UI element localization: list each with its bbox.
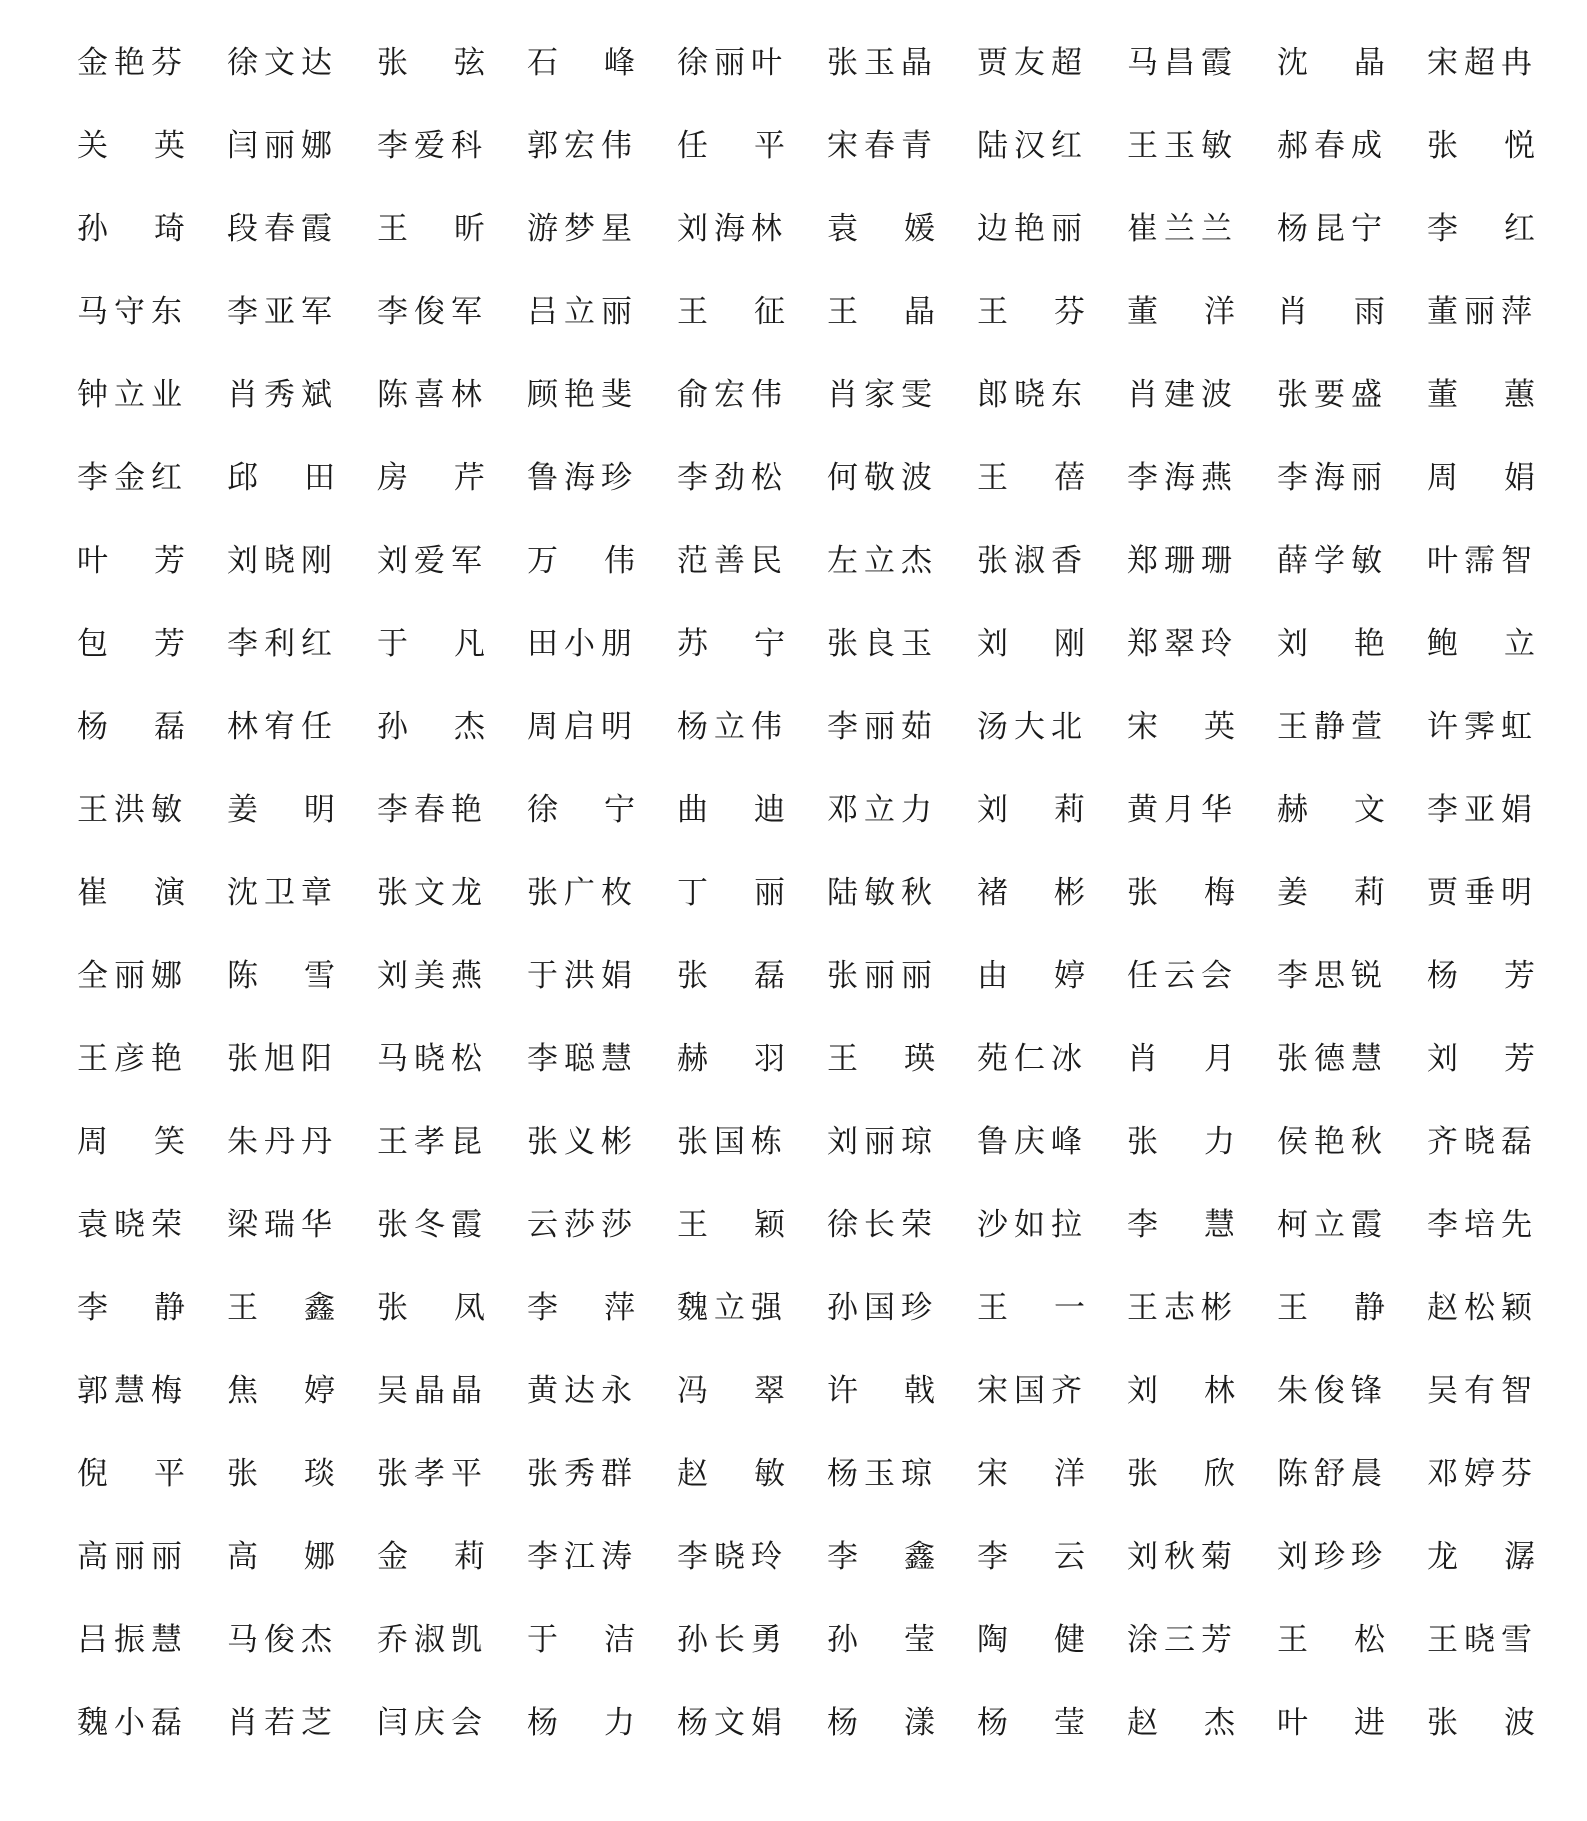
name-cell: 朱丹丹 [227, 1124, 338, 1160]
name-cell: 黄月华 [1127, 792, 1238, 828]
name-cell: 杨 芳 [1427, 958, 1535, 994]
name-cell: 刘爱军 [377, 543, 488, 579]
name-cell: 张冬霞 [377, 1207, 488, 1243]
name-cell: 闫丽娜 [227, 128, 338, 164]
name-cell: 肖建波 [1127, 377, 1238, 413]
name-cell: 边艳丽 [977, 211, 1088, 247]
name-cell: 郝春成 [1277, 128, 1388, 164]
name-cell: 张 凤 [377, 1290, 485, 1326]
name-cell: 王 芬 [977, 294, 1085, 330]
name-cell: 包 芳 [77, 626, 185, 662]
name-cell: 张 力 [1127, 1124, 1235, 1160]
name-cell: 涂三芳 [1127, 1622, 1238, 1658]
name-cell: 马晓松 [377, 1041, 488, 1077]
name-cell: 叶霈智 [1427, 543, 1538, 579]
name-cell: 贾友超 [977, 45, 1088, 81]
name-cell: 杨昆宁 [1277, 211, 1388, 247]
name-cell: 姜 莉 [1277, 875, 1385, 911]
name-cell: 于 洁 [527, 1622, 635, 1658]
name-cell: 苏 宁 [677, 626, 785, 662]
name-cell: 梁瑞华 [227, 1207, 338, 1243]
name-cell: 张丽丽 [827, 958, 938, 994]
name-cell: 刘秋菊 [1127, 1539, 1238, 1575]
name-cell: 刘丽琼 [827, 1124, 938, 1160]
name-cell: 齐晓磊 [1427, 1124, 1538, 1160]
name-cell: 许 戟 [827, 1373, 935, 1409]
name-cell: 宋国齐 [977, 1373, 1088, 1409]
name-cell: 柯立霞 [1277, 1207, 1388, 1243]
name-cell: 乔淑凯 [377, 1622, 488, 1658]
name-cell: 李劲松 [677, 460, 788, 496]
name-cell: 由 婷 [977, 958, 1085, 994]
name-cell: 许霁虹 [1427, 709, 1538, 745]
name-cell: 王志彬 [1127, 1290, 1238, 1326]
name-cell: 焦 婷 [227, 1373, 335, 1409]
name-cell: 徐文达 [227, 45, 338, 81]
name-cell: 张孝平 [377, 1456, 488, 1492]
name-cell: 郭慧梅 [77, 1373, 188, 1409]
name-cell: 董丽萍 [1427, 294, 1538, 330]
name-cell: 周 娟 [1427, 460, 1535, 496]
name-cell: 刘美燕 [377, 958, 488, 994]
name-cell: 孙 琦 [77, 211, 185, 247]
name-cell: 徐长荣 [827, 1207, 938, 1243]
name-cell: 刘 莉 [977, 792, 1085, 828]
name-cell: 李爱科 [377, 128, 488, 164]
name-cell: 叶 进 [1277, 1705, 1385, 1741]
name-cell: 刘 艳 [1277, 626, 1385, 662]
name-cell: 赵 敏 [677, 1456, 785, 1492]
name-cell: 汤大北 [977, 709, 1088, 745]
name-cell: 张广枚 [527, 875, 638, 911]
name-cell: 段春霞 [227, 211, 338, 247]
name-cell: 杨 莹 [977, 1705, 1085, 1741]
name-cell: 李 慧 [1127, 1207, 1235, 1243]
name-cell: 宋 英 [1127, 709, 1235, 745]
name-cell: 刘 刚 [977, 626, 1085, 662]
name-cell: 于洪娟 [527, 958, 638, 994]
name-cell: 赵松颖 [1427, 1290, 1538, 1326]
name-cell: 李 云 [977, 1539, 1085, 1575]
name-cell: 杨 力 [527, 1705, 635, 1741]
name-cell: 李 静 [77, 1290, 185, 1326]
name-cell: 朱俊锋 [1277, 1373, 1388, 1409]
name-cell: 鲁庆峰 [977, 1124, 1088, 1160]
name-cell: 田小朋 [527, 626, 638, 662]
name-cell: 杨文娟 [677, 1705, 788, 1741]
name-cell: 褚 彬 [977, 875, 1085, 911]
name-cell: 周启明 [527, 709, 638, 745]
name-cell: 陈喜林 [377, 377, 488, 413]
name-cell: 刘晓刚 [227, 543, 338, 579]
name-cell: 董 洋 [1127, 294, 1235, 330]
name-cell: 林宥任 [227, 709, 338, 745]
name-cell: 杨 磊 [77, 709, 185, 745]
name-cell: 陆敏秋 [827, 875, 938, 911]
name-cell: 王 一 [977, 1290, 1085, 1326]
name-cell: 金艳芬 [77, 45, 188, 81]
name-cell: 王洪敏 [77, 792, 188, 828]
name-cell: 张 弦 [377, 45, 485, 81]
name-cell: 陶 健 [977, 1622, 1085, 1658]
name-cell: 任 平 [677, 128, 785, 164]
name-cell: 俞宏伟 [677, 377, 788, 413]
name-cell: 侯艳秋 [1277, 1124, 1388, 1160]
name-cell: 李海燕 [1127, 460, 1238, 496]
name-cell: 冯 翠 [677, 1373, 785, 1409]
name-cell: 李思锐 [1277, 958, 1388, 994]
name-cell: 曲 迪 [677, 792, 785, 828]
name-cell: 肖家雯 [827, 377, 938, 413]
name-cell: 陈舒晨 [1277, 1456, 1388, 1492]
name-cell: 游梦星 [527, 211, 638, 247]
name-cell: 徐丽叶 [677, 45, 788, 81]
name-cell: 郎晓东 [977, 377, 1088, 413]
name-cell: 高 娜 [227, 1539, 335, 1575]
name-cell: 刘珍珍 [1277, 1539, 1388, 1575]
name-cell: 王彦艳 [77, 1041, 188, 1077]
name-cell: 肖秀斌 [227, 377, 338, 413]
name-cell: 鲍 立 [1427, 626, 1535, 662]
name-cell: 叶 芳 [77, 543, 185, 579]
name-cell: 龙 潺 [1427, 1539, 1535, 1575]
name-cell: 钟立业 [77, 377, 188, 413]
name-cell: 吕立丽 [527, 294, 638, 330]
name-cell: 李晓玲 [677, 1539, 788, 1575]
name-cell: 张 波 [1427, 1705, 1535, 1741]
name-cell: 倪 平 [77, 1456, 185, 1492]
name-cell: 闫庆会 [377, 1705, 488, 1741]
name-cell: 刘 林 [1127, 1373, 1235, 1409]
name-cell: 李海丽 [1277, 460, 1388, 496]
name-cell: 宋春青 [827, 128, 938, 164]
name-cell: 姜 明 [227, 792, 335, 828]
name-cell: 刘 芳 [1427, 1041, 1535, 1077]
name-cell: 王 松 [1277, 1622, 1385, 1658]
name-cell: 王 征 [677, 294, 785, 330]
name-cell: 袁晓荣 [77, 1207, 188, 1243]
name-cell: 袁 媛 [827, 211, 935, 247]
name-cell: 肖若芝 [227, 1705, 338, 1741]
name-cell: 王静萱 [1277, 709, 1388, 745]
name-cell: 赫 羽 [677, 1041, 785, 1077]
name-cell: 张德慧 [1277, 1041, 1388, 1077]
name-cell: 宋 洋 [977, 1456, 1085, 1492]
name-cell: 邱 田 [227, 460, 335, 496]
name-cell: 肖 月 [1127, 1041, 1235, 1077]
name-cell: 吕振慧 [77, 1622, 188, 1658]
name-cell: 徐 宁 [527, 792, 635, 828]
name-cell: 周 笑 [77, 1124, 185, 1160]
name-cell: 张 梅 [1127, 875, 1235, 911]
name-cell: 郑翠玲 [1127, 626, 1238, 662]
name-cell: 王 蓓 [977, 460, 1085, 496]
name-cell: 魏小磊 [77, 1705, 188, 1741]
name-cell: 崔 演 [77, 875, 185, 911]
name-cell: 王孝昆 [377, 1124, 488, 1160]
name-cell: 李 鑫 [827, 1539, 935, 1575]
name-cell: 万 伟 [527, 543, 635, 579]
name-grid [77, 22, 1551, 1765]
name-cell: 吴有智 [1427, 1373, 1538, 1409]
name-cell: 杨 漾 [827, 1705, 935, 1741]
name-cell: 王 鑫 [227, 1290, 335, 1326]
name-cell: 张秀群 [527, 1456, 638, 1492]
name-cell: 沈 晶 [1277, 45, 1385, 81]
name-cell: 张义彬 [527, 1124, 638, 1160]
name-cell: 刘海林 [677, 211, 788, 247]
name-cell: 张 磊 [677, 958, 785, 994]
name-cell: 陆汉红 [977, 128, 1088, 164]
name-cell: 房 芹 [377, 460, 485, 496]
name-cell: 顾艳斐 [527, 377, 638, 413]
name-cell: 何敬波 [827, 460, 938, 496]
name-cell: 张文龙 [377, 875, 488, 911]
name-cell: 沈卫章 [227, 875, 338, 911]
name-cell: 魏立强 [677, 1290, 788, 1326]
name-cell: 苑仁冰 [977, 1041, 1088, 1077]
name-cell: 董 蕙 [1427, 377, 1535, 413]
name-cell: 王 昕 [377, 211, 485, 247]
name-cell: 李亚娟 [1427, 792, 1538, 828]
name-cell: 孙长勇 [677, 1622, 788, 1658]
name-cell: 李江涛 [527, 1539, 638, 1575]
name-cell: 吴晶晶 [377, 1373, 488, 1409]
name-cell: 马昌霞 [1127, 45, 1238, 81]
name-cell: 云莎莎 [527, 1207, 638, 1243]
name-cell: 张 欣 [1127, 1456, 1235, 1492]
name-cell: 石 峰 [527, 45, 635, 81]
name-cell: 王 颖 [677, 1207, 785, 1243]
name-cell: 李金红 [77, 460, 188, 496]
name-cell: 于 凡 [377, 626, 485, 662]
name-cell: 张国栋 [677, 1124, 788, 1160]
name-cell: 黄达永 [527, 1373, 638, 1409]
name-cell: 李利红 [227, 626, 338, 662]
name-cell: 王 瑛 [827, 1041, 935, 1077]
name-cell: 张玉晶 [827, 45, 938, 81]
name-cell: 高丽丽 [77, 1539, 188, 1575]
name-cell: 王晓雪 [1427, 1622, 1538, 1658]
name-cell: 张良玉 [827, 626, 938, 662]
name-cell: 范善民 [677, 543, 788, 579]
name-cell: 孙 杰 [377, 709, 485, 745]
name-cell: 张淑香 [977, 543, 1088, 579]
name-cell: 张 琰 [227, 1456, 335, 1492]
name-cell: 任云会 [1127, 958, 1238, 994]
name-cell: 左立杰 [827, 543, 938, 579]
name-cell: 宋超冉 [1427, 45, 1538, 81]
name-cell: 肖 雨 [1277, 294, 1385, 330]
name-cell: 丁 丽 [677, 875, 785, 911]
name-cell: 鲁海珍 [527, 460, 638, 496]
name-cell: 崔兰兰 [1127, 211, 1238, 247]
name-cell: 赵 杰 [1127, 1705, 1235, 1741]
name-cell: 薛学敏 [1277, 543, 1388, 579]
name-cell: 李丽茹 [827, 709, 938, 745]
name-cell: 李 红 [1427, 211, 1535, 247]
name-cell: 陈 雪 [227, 958, 335, 994]
name-cell: 邓婷芬 [1427, 1456, 1538, 1492]
name-cell: 张要盛 [1277, 377, 1388, 413]
name-cell: 李俊军 [377, 294, 488, 330]
name-cell: 马守东 [77, 294, 188, 330]
name-cell: 王 晶 [827, 294, 935, 330]
name-cell: 金 莉 [377, 1539, 485, 1575]
name-cell: 杨立伟 [677, 709, 788, 745]
name-cell: 李聪慧 [527, 1041, 638, 1077]
name-cell: 李 萍 [527, 1290, 635, 1326]
name-cell: 李春艳 [377, 792, 488, 828]
name-cell: 全丽娜 [77, 958, 188, 994]
name-cell: 马俊杰 [227, 1622, 338, 1658]
name-cell: 孙国珍 [827, 1290, 938, 1326]
name-cell: 张 悦 [1427, 128, 1535, 164]
name-cell: 李亚军 [227, 294, 338, 330]
name-cell: 孙 莹 [827, 1622, 935, 1658]
name-cell: 郑珊珊 [1127, 543, 1238, 579]
name-cell: 沙如拉 [977, 1207, 1088, 1243]
name-cell: 贾垂明 [1427, 875, 1538, 911]
name-cell: 关 英 [77, 128, 185, 164]
name-cell: 赫 文 [1277, 792, 1385, 828]
name-cell: 张旭阳 [227, 1041, 338, 1077]
name-cell: 李培先 [1427, 1207, 1538, 1243]
name-cell: 杨玉琼 [827, 1456, 938, 1492]
name-cell: 王玉敏 [1127, 128, 1238, 164]
name-cell: 王 静 [1277, 1290, 1385, 1326]
name-cell: 邓立力 [827, 792, 938, 828]
name-cell: 郭宏伟 [527, 128, 638, 164]
